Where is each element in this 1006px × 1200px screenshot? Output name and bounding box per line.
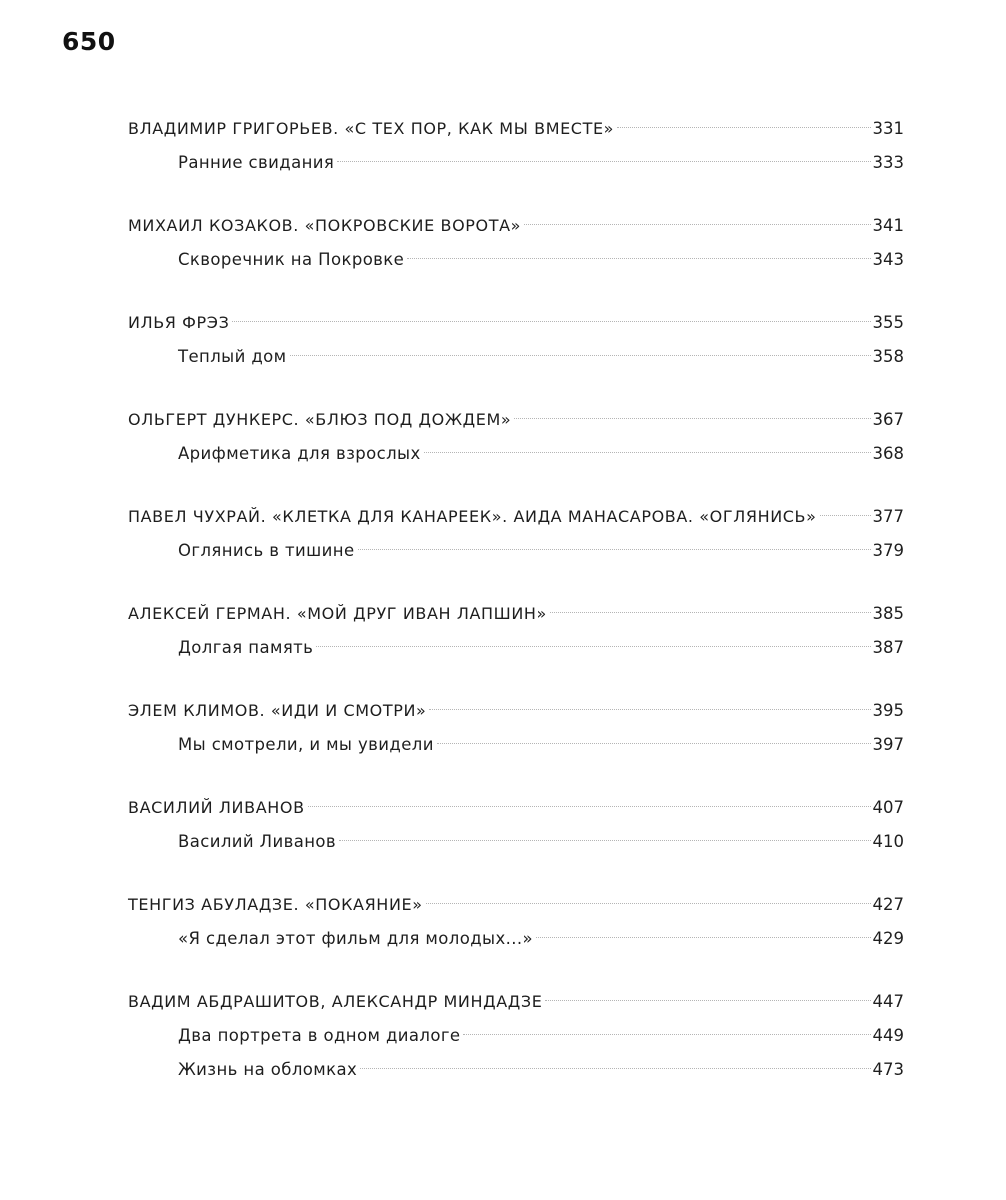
item-title: Ранние свидания [178, 153, 335, 172]
toc-section [128, 597, 904, 665]
item-page: 387 [872, 638, 904, 657]
toc-chapter [128, 500, 904, 534]
toc-chapter [128, 403, 904, 437]
dot-leader [524, 224, 870, 225]
chapter-title: ПАВЕЛ ЧУХРАЙ. «КЛЕТКА ДЛЯ КАНАРЕЕК». АИДА МАНАСАРОВА. «ОГЛЯНИСЬ» [128, 507, 817, 526]
chapter-title: ТЕНГИЗ АБУЛАДЗЕ. «ПОКАЯНИЕ» [128, 895, 423, 914]
toc-section [128, 112, 904, 180]
item-page: 343 [872, 250, 904, 269]
chapter-page: 407 [872, 798, 904, 817]
dot-leader [429, 709, 870, 710]
item-title: Долгая память [178, 638, 314, 657]
item-page: 429 [872, 929, 904, 948]
toc-section [128, 500, 904, 568]
table-of-contents [128, 112, 904, 1116]
toc-item [128, 146, 904, 180]
item-title: Жизнь на обломках [178, 1060, 358, 1079]
toc-chapter [128, 209, 904, 243]
toc-item [128, 1019, 904, 1053]
toc-section [128, 306, 904, 374]
toc-item [128, 1053, 904, 1087]
toc-section [128, 209, 904, 277]
dot-leader [617, 127, 870, 128]
chapter-page: 385 [872, 604, 904, 623]
chapter-page: 395 [872, 701, 904, 720]
dot-leader [308, 806, 871, 807]
item-page: 397 [872, 735, 904, 754]
chapter-page: 427 [872, 895, 904, 914]
toc-item [128, 243, 904, 277]
chapter-page: 367 [872, 410, 904, 429]
dot-leader [437, 743, 871, 744]
dot-leader [536, 937, 870, 938]
item-title: Оглянись в тишине [178, 541, 355, 560]
dot-leader [545, 1000, 870, 1001]
toc-item [128, 922, 904, 956]
chapter-title: ВАСИЛИЙ ЛИВАНОВ [128, 798, 305, 817]
dot-leader [339, 840, 870, 841]
item-title: Теплый дом [178, 347, 287, 366]
dot-leader [407, 258, 870, 259]
toc-section [128, 694, 904, 762]
item-page: 358 [872, 347, 904, 366]
chapter-title: ОЛЬГЕРТ ДУНКЕРС. «БЛЮЗ ПОД ДОЖДЕМ» [128, 410, 512, 429]
chapter-title: ЭЛЕМ КЛИМОВ. «ИДИ И СМОТРИ» [128, 701, 427, 720]
toc-item [128, 631, 904, 665]
toc-item [128, 340, 904, 374]
item-title: Скворечник на Покровке [178, 250, 405, 269]
chapter-page: 355 [872, 313, 904, 332]
chapter-page: 377 [872, 507, 904, 526]
toc-section [128, 403, 904, 471]
chapter-title: АЛЕКСЕЙ ГЕРМАН. «МОЙ ДРУГ ИВАН ЛАПШИН» [128, 604, 547, 623]
toc-chapter [128, 112, 904, 146]
chapter-page: 447 [872, 992, 904, 1011]
dot-leader [358, 549, 871, 550]
dot-leader [550, 612, 871, 613]
item-page: 368 [872, 444, 904, 463]
toc-section [128, 888, 904, 956]
dot-leader [514, 418, 870, 419]
toc-chapter [128, 985, 904, 1019]
item-page: 473 [872, 1060, 904, 1079]
item-page: 449 [872, 1026, 904, 1045]
item-page: 379 [872, 541, 904, 560]
toc-section [128, 791, 904, 859]
dot-leader [820, 515, 871, 516]
dot-leader [424, 452, 871, 453]
toc-item [128, 825, 904, 859]
toc-chapter [128, 888, 904, 922]
dot-leader [316, 646, 870, 647]
item-page: 333 [872, 153, 904, 172]
item-page: 410 [872, 832, 904, 851]
item-title: Василий Ливанов [178, 832, 337, 851]
toc-section [128, 985, 904, 1087]
item-title: Два портрета в одном диалоге [178, 1026, 461, 1045]
dot-leader [290, 355, 871, 356]
chapter-title: МИХАИЛ КОЗАКОВ. «ПОКРОВСКИЕ ВОРОТА» [128, 216, 522, 235]
dot-leader [337, 161, 870, 162]
dot-leader [360, 1068, 870, 1069]
toc-chapter [128, 597, 904, 631]
item-title: Мы смотрели, и мы увидели [178, 735, 434, 754]
chapter-page: 341 [872, 216, 904, 235]
item-title: Арифметика для взрослых [178, 444, 421, 463]
chapter-page: 331 [872, 119, 904, 138]
item-title: «Я сделал этот фильм для молодых...» [178, 929, 534, 948]
dot-leader [232, 321, 870, 322]
toc-chapter [128, 791, 904, 825]
toc-item [128, 534, 904, 568]
toc-chapter [128, 306, 904, 340]
page-number: 650 [62, 27, 116, 56]
chapter-title: ВЛАДИМИР ГРИГОРЬЕВ. «С ТЕХ ПОР, КАК МЫ ВМЕСТЕ» [128, 119, 615, 138]
chapter-title: ИЛЬЯ ФРЭЗ [128, 313, 230, 332]
toc-chapter [128, 694, 904, 728]
chapter-title: ВАДИМ АБДРАШИТОВ, АЛЕКСАНДР МИНДАДЗЕ [128, 992, 543, 1011]
toc-item [128, 728, 904, 762]
toc-item [128, 437, 904, 471]
dot-leader [463, 1034, 870, 1035]
dot-leader [426, 903, 871, 904]
